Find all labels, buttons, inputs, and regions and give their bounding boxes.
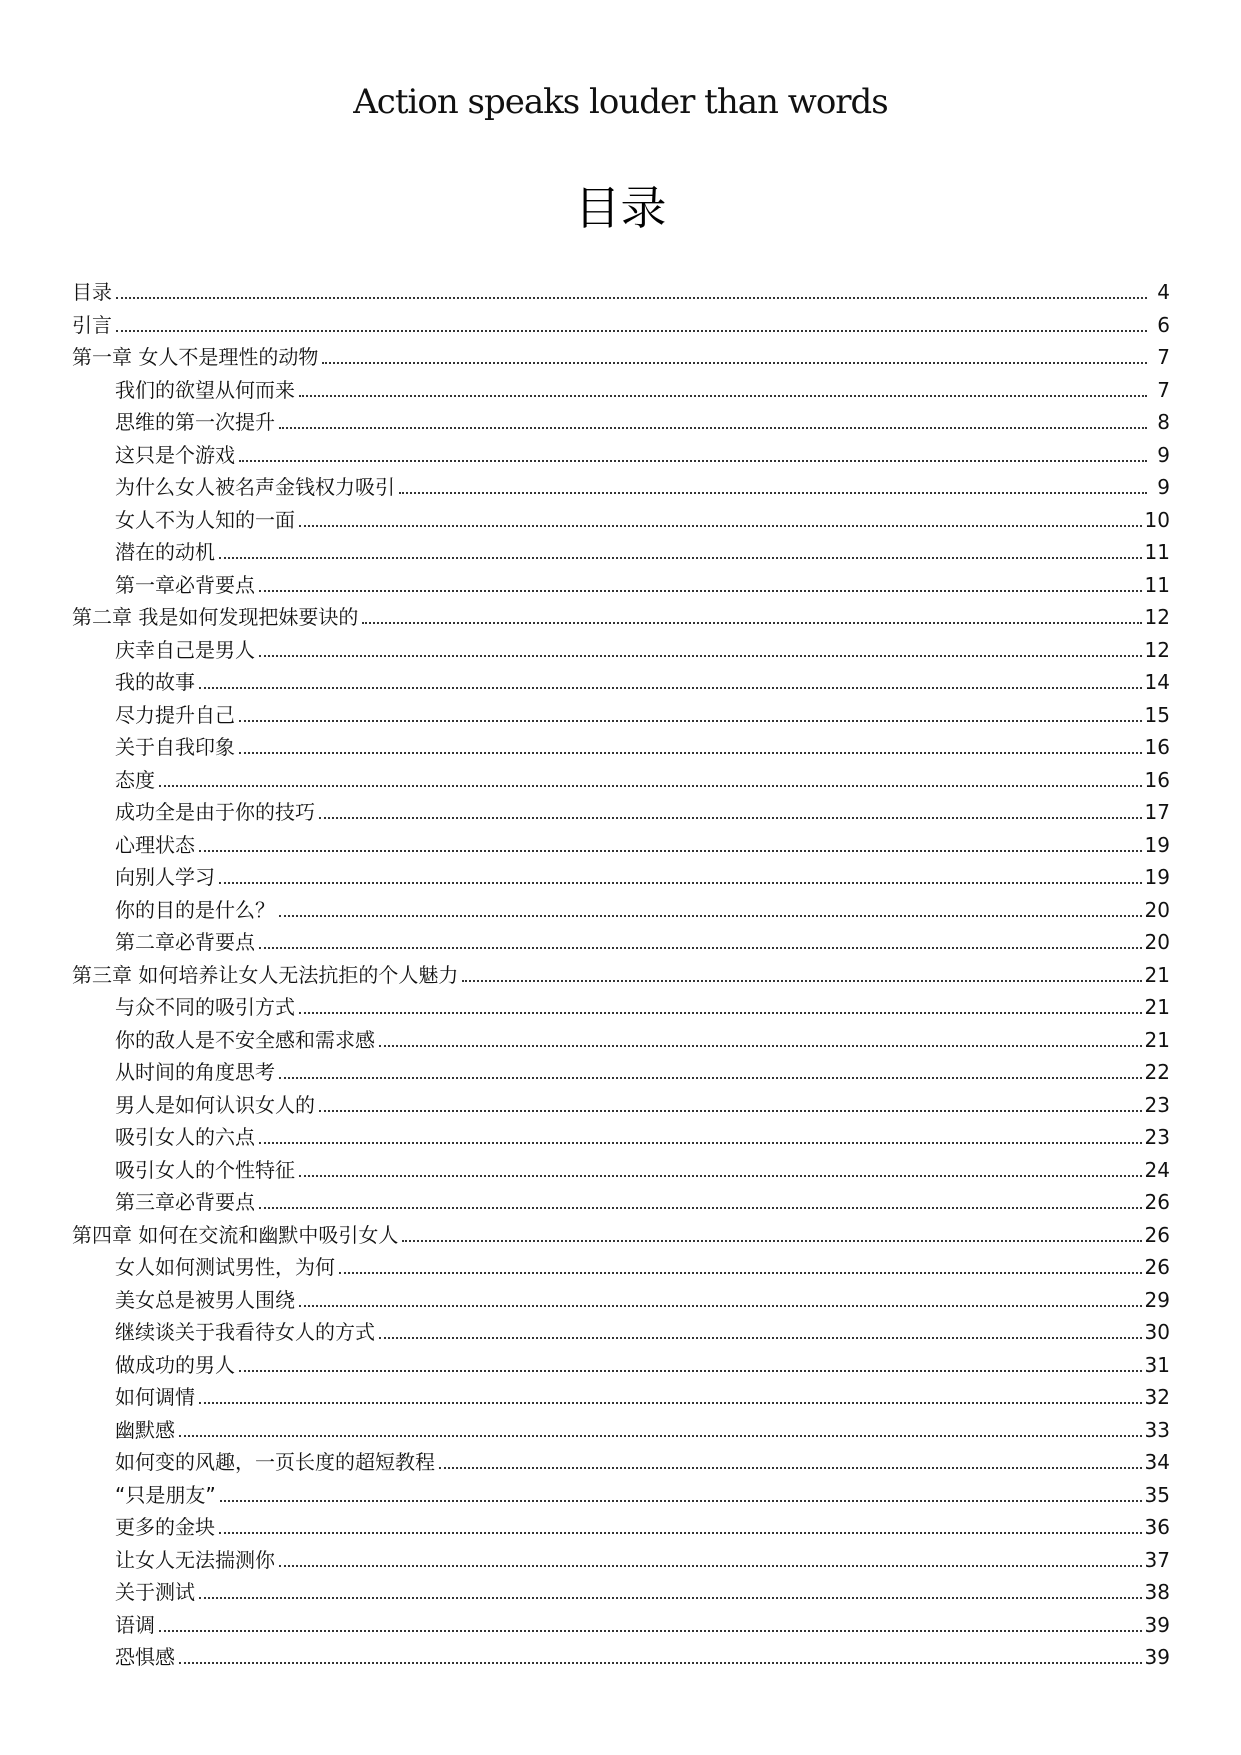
toc-entry-label: 第三章 如何培养让女人无法抗拒的个人魅力 xyxy=(72,962,459,987)
toc-entry-page-number: 20 xyxy=(1144,930,1170,954)
toc-section-entry[interactable] xyxy=(72,1056,1170,1089)
toc-entry-label: 女人如何测试男性，为何 xyxy=(115,1255,335,1279)
toc-entry-label: 继续谈关于我看待女人的方式 xyxy=(115,1320,375,1344)
toc-section-entry[interactable] xyxy=(72,1186,1170,1219)
toc-entry-page-number: 36 xyxy=(1144,1515,1170,1539)
toc-section-entry[interactable] xyxy=(72,1024,1170,1057)
toc-entry-page-number: 14 xyxy=(1144,670,1170,694)
toc-entry-page-number: 7 xyxy=(1157,377,1170,402)
toc-entry-label: 与众不同的吸引方式 xyxy=(115,995,295,1019)
toc-entry-page-number: 35 xyxy=(1144,1482,1170,1507)
toc-section-entry[interactable] xyxy=(72,796,1170,829)
toc-section-entry[interactable] xyxy=(72,894,1170,927)
toc-entry-label: 我们的欲望从何而来 xyxy=(115,377,295,402)
toc-entry-label: 这只是个游戏 xyxy=(115,442,235,467)
toc-section-entry[interactable] xyxy=(72,926,1170,959)
toc-entry-page-number: 29 xyxy=(1144,1287,1170,1312)
toc-section-entry[interactable] xyxy=(72,764,1170,797)
toc-entry-page-number: 10 xyxy=(1144,507,1170,532)
toc-entry-label: 目录 xyxy=(72,280,112,304)
toc-dot-leader xyxy=(179,1662,1142,1664)
toc-section-entry[interactable] xyxy=(72,699,1170,732)
toc-entry-label: 做成功的男人 xyxy=(115,1352,235,1377)
toc-entry-page-number: 17 xyxy=(1144,800,1170,824)
toc-dot-leader xyxy=(116,297,1147,299)
toc-entry-label: 吸引女人的个性特征 xyxy=(115,1157,295,1182)
toc-dot-leader xyxy=(299,1305,1142,1307)
toc-section-entry[interactable] xyxy=(72,1576,1170,1609)
toc-entry-page-number: 38 xyxy=(1144,1580,1170,1604)
toc-dot-leader xyxy=(199,850,1142,852)
toc-dot-leader xyxy=(279,1565,1142,1567)
toc-entry-page-number: 21 xyxy=(1144,995,1170,1019)
toc-entry-label: “只是朋友” xyxy=(115,1482,216,1507)
toc-entry-page-number: 37 xyxy=(1144,1547,1170,1572)
toc-dot-leader xyxy=(402,1240,1141,1242)
toc-entry-label: 美女总是被男人围绕 xyxy=(115,1287,295,1312)
toc-entry-page-number: 11 xyxy=(1144,572,1170,597)
toc-entry-label: 态度 xyxy=(115,767,155,792)
toc-dot-leader xyxy=(259,655,1142,657)
toc-entry-label: 第二章 我是如何发现把妹要诀的 xyxy=(72,605,359,629)
toc-dot-leader xyxy=(299,395,1147,397)
toc-section-entry[interactable] xyxy=(72,1641,1170,1674)
toc-dot-leader xyxy=(339,1272,1142,1274)
toc-section-entry[interactable] xyxy=(72,1609,1170,1642)
toc-section-entry[interactable] xyxy=(72,406,1170,439)
toc-entry-page-number: 26 xyxy=(1144,1190,1170,1214)
toc-section-entry[interactable] xyxy=(72,471,1170,504)
toc-dot-leader xyxy=(259,1207,1142,1209)
toc-dot-leader xyxy=(279,427,1147,429)
toc-heading: 目录 xyxy=(574,181,667,235)
toc-entry-page-number: 9 xyxy=(1157,475,1170,499)
toc-entry-label: 第三章必背要点 xyxy=(115,1190,255,1214)
toc-chapter-entry[interactable] xyxy=(72,341,1170,374)
toc-entry-label: 第二章必背要点 xyxy=(115,930,255,954)
toc-dot-leader xyxy=(379,1045,1142,1047)
toc-dot-leader xyxy=(219,1532,1142,1534)
toc-entry-page-number: 39 xyxy=(1144,1612,1170,1637)
toc-section-entry[interactable] xyxy=(72,634,1170,667)
toc-entry-label: 引言 xyxy=(72,312,112,337)
toc-dot-leader xyxy=(219,882,1142,884)
toc-entry-page-number: 23 xyxy=(1144,1092,1170,1117)
toc-entry-label: 幽默感 xyxy=(115,1417,175,1442)
toc-entry-label: 语调 xyxy=(115,1612,155,1637)
toc-entry-label: 男人是如何认识女人的 xyxy=(115,1092,315,1117)
toc-dot-leader xyxy=(220,1500,1142,1502)
toc-entry-label: 吸引女人的六点 xyxy=(115,1125,255,1149)
toc-section-entry[interactable] xyxy=(72,569,1170,602)
toc-entry-page-number: 30 xyxy=(1144,1320,1170,1344)
toc-entry-label: 第一章 女人不是理性的动物 xyxy=(72,345,319,369)
toc-entry-page-number: 26 xyxy=(1144,1255,1170,1279)
toc-entry-page-number: 6 xyxy=(1157,312,1170,337)
toc-dot-leader xyxy=(322,362,1147,364)
toc-entry-page-number: 39 xyxy=(1144,1645,1170,1669)
toc-entry-label: 关于测试 xyxy=(115,1580,195,1604)
toc-entry-page-number: 26 xyxy=(1144,1222,1170,1247)
toc-entry-label: 庆幸自己是男人 xyxy=(115,637,255,662)
toc-dot-leader xyxy=(399,492,1147,494)
toc-dot-leader xyxy=(239,752,1142,754)
toc-section-entry[interactable] xyxy=(72,829,1170,862)
toc-chapter-entry[interactable] xyxy=(72,309,1170,342)
toc-entry-label: 女人不为人知的一面 xyxy=(115,507,295,532)
toc-dot-leader xyxy=(439,1467,1142,1469)
toc-entry-label: 如何调情 xyxy=(115,1385,195,1409)
toc-entry-page-number: 21 xyxy=(1144,1027,1170,1052)
toc-dot-leader xyxy=(259,590,1142,592)
toc-chapter-entry[interactable] xyxy=(72,276,1170,309)
toc-entry-page-number: 4 xyxy=(1157,280,1170,304)
toc-dot-leader xyxy=(239,720,1142,722)
toc-dot-leader xyxy=(319,1110,1142,1112)
toc-entry-label: 恐惧感 xyxy=(115,1645,175,1669)
toc-dot-leader xyxy=(179,1435,1142,1437)
toc-section-entry[interactable] xyxy=(72,374,1170,407)
toc-dot-leader xyxy=(219,557,1142,559)
toc-dot-leader xyxy=(379,1337,1142,1339)
toc-section-entry[interactable] xyxy=(72,1284,1170,1317)
toc-dot-leader xyxy=(299,1012,1142,1014)
toc-entry-page-number: 16 xyxy=(1144,735,1170,759)
toc-entry-label: 让女人无法揣测你 xyxy=(115,1547,275,1572)
toc-section-entry[interactable] xyxy=(72,1511,1170,1544)
toc-dot-leader xyxy=(259,1142,1142,1144)
toc-dot-leader xyxy=(159,1630,1142,1632)
toc-dot-leader xyxy=(279,915,1142,917)
toc-entry-label: 潜在的动机 xyxy=(115,540,215,564)
toc-entry-page-number: 19 xyxy=(1144,832,1170,857)
toc-entry-page-number: 11 xyxy=(1144,540,1170,564)
toc-chapter-entry[interactable] xyxy=(72,1219,1170,1252)
toc-entry-label: 从时间的角度思考 xyxy=(115,1060,275,1084)
toc-entry-page-number: 16 xyxy=(1144,767,1170,792)
toc-entry-label: 第四章 如何在交流和幽默中吸引女人 xyxy=(72,1222,399,1247)
toc-entry-page-number: 15 xyxy=(1144,702,1170,727)
toc-entry-label: 你的敌人是不安全感和需求感 xyxy=(115,1027,375,1052)
toc-section-entry[interactable] xyxy=(72,1446,1170,1479)
toc-entry-page-number: 21 xyxy=(1144,962,1170,987)
toc-entry-page-number: 34 xyxy=(1144,1450,1170,1474)
toc-section-entry[interactable] xyxy=(72,1414,1170,1447)
toc-section-entry[interactable] xyxy=(72,1349,1170,1382)
toc-section-entry[interactable] xyxy=(72,666,1170,699)
toc-section-entry[interactable] xyxy=(72,861,1170,894)
toc-section-entry[interactable] xyxy=(72,991,1170,1024)
toc-dot-leader xyxy=(239,1370,1142,1372)
toc-entry-page-number: 22 xyxy=(1144,1060,1170,1084)
toc-entry-page-number: 19 xyxy=(1144,865,1170,889)
toc-section-entry[interactable] xyxy=(72,1089,1170,1122)
toc-list xyxy=(72,276,1170,1674)
toc-chapter-entry[interactable] xyxy=(72,959,1170,992)
toc-entry-label: 你的目的是什么？ xyxy=(115,897,275,922)
toc-dot-leader xyxy=(239,460,1147,462)
toc-entry-page-number: 31 xyxy=(1144,1352,1170,1377)
toc-dot-leader xyxy=(199,687,1142,689)
toc-section-entry[interactable] xyxy=(72,1381,1170,1414)
toc-dot-leader xyxy=(299,525,1142,527)
toc-section-entry[interactable] xyxy=(72,1479,1170,1512)
toc-dot-leader xyxy=(299,1175,1142,1177)
toc-entry-label: 更多的金块 xyxy=(115,1515,215,1539)
toc-dot-leader xyxy=(199,1402,1142,1404)
toc-entry-page-number: 12 xyxy=(1144,605,1170,629)
toc-dot-leader xyxy=(319,817,1142,819)
toc-section-entry[interactable] xyxy=(72,536,1170,569)
toc-entry-label: 关于自我印象 xyxy=(115,735,235,759)
toc-entry-page-number: 23 xyxy=(1144,1125,1170,1149)
toc-entry-label: 为什么女人被名声金钱权力吸引 xyxy=(115,475,395,499)
toc-dot-leader xyxy=(199,1597,1142,1599)
toc-chapter-entry[interactable] xyxy=(72,601,1170,634)
toc-section-entry[interactable] xyxy=(72,504,1170,537)
toc-entry-label: 尽力提升自己 xyxy=(115,702,235,727)
toc-entry-page-number: 24 xyxy=(1144,1157,1170,1182)
toc-section-entry[interactable] xyxy=(72,1121,1170,1154)
toc-dot-leader xyxy=(362,622,1141,624)
toc-section-entry[interactable] xyxy=(72,1544,1170,1577)
toc-dot-leader xyxy=(259,947,1142,949)
toc-entry-page-number: 12 xyxy=(1144,637,1170,662)
toc-entry-label: 如何变的风趣，一页长度的超短教程 xyxy=(115,1450,435,1474)
toc-entry-label: 成功全是由于你的技巧 xyxy=(115,800,315,824)
toc-section-entry[interactable] xyxy=(72,731,1170,764)
toc-entry-page-number: 9 xyxy=(1157,442,1170,467)
toc-entry-page-number: 20 xyxy=(1144,897,1170,922)
toc-dot-leader xyxy=(279,1077,1142,1079)
toc-entry-label: 我的故事 xyxy=(115,670,195,694)
toc-entry-label: 第一章必背要点 xyxy=(115,572,255,597)
toc-entry-page-number: 32 xyxy=(1144,1385,1170,1409)
running-header-title: Action speaks louder than words xyxy=(353,82,888,122)
toc-entry-page-number: 7 xyxy=(1157,345,1170,369)
toc-section-entry[interactable] xyxy=(72,1251,1170,1284)
toc-section-entry[interactable] xyxy=(72,1154,1170,1187)
toc-dot-leader xyxy=(462,980,1141,982)
toc-section-entry[interactable] xyxy=(72,1316,1170,1349)
toc-entry-page-number: 8 xyxy=(1157,410,1170,434)
toc-entry-label: 向别人学习 xyxy=(115,865,215,889)
toc-dot-leader xyxy=(159,785,1142,787)
toc-dot-leader xyxy=(116,330,1147,332)
toc-entry-label: 思维的第一次提升 xyxy=(115,410,275,434)
toc-entry-page-number: 33 xyxy=(1144,1417,1170,1442)
toc-section-entry[interactable] xyxy=(72,439,1170,472)
toc-entry-label: 心理状态 xyxy=(115,832,195,857)
